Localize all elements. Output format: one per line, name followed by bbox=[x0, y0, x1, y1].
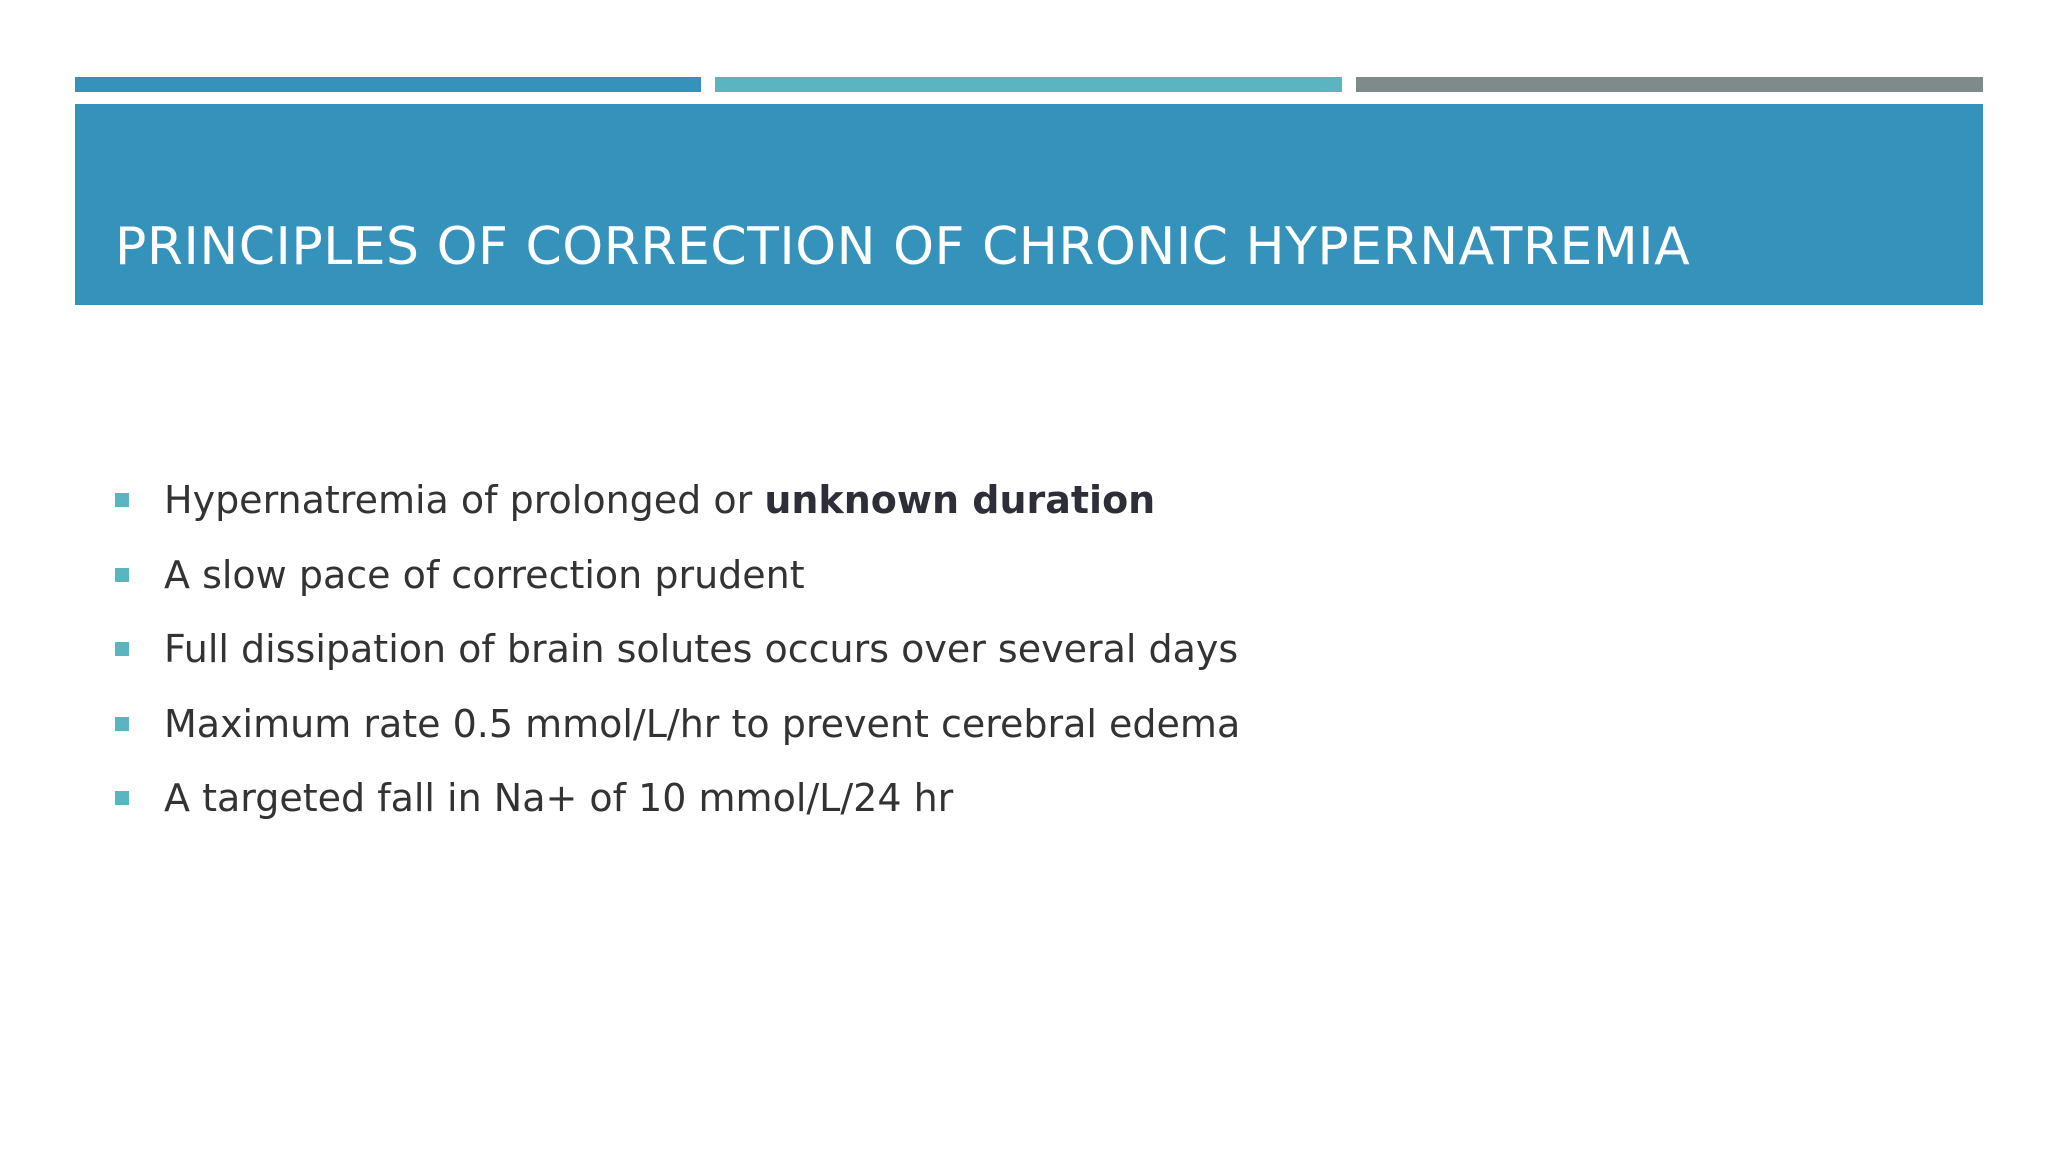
bullet-text: Hypernatremia of prolonged or unknown duration bbox=[164, 478, 1156, 523]
bullet-text: Full dissipation of brain solutes occurs over several days bbox=[164, 627, 1239, 672]
bullet-list bbox=[115, 463, 1240, 836]
slide-title: PRINCIPLES OF CORRECTION OF CHRONIC HYPERNATREMIA bbox=[115, 217, 1691, 277]
square-bullet-icon bbox=[115, 642, 129, 656]
square-bullet-icon bbox=[115, 717, 129, 731]
bullet-item bbox=[115, 612, 1240, 687]
bullet-text: A slow pace of correction prudent bbox=[164, 552, 805, 597]
square-bullet-icon bbox=[115, 791, 129, 805]
accent-bar-neutral bbox=[1356, 77, 1983, 92]
title-band bbox=[75, 104, 1983, 305]
bullet-item bbox=[115, 538, 1240, 613]
accent-bar-primary bbox=[75, 77, 701, 92]
bullet-emphasis: unknown duration bbox=[764, 478, 1156, 523]
square-bullet-icon bbox=[115, 568, 129, 582]
square-bullet-icon bbox=[115, 493, 129, 507]
bullet-text: A targeted fall in Na+ of 10 mmol/L/24 hr bbox=[164, 776, 954, 821]
bullet-item bbox=[115, 761, 1240, 836]
bullet-item bbox=[115, 463, 1240, 538]
bullet-text: Maximum rate 0.5 mmol/L/hr to prevent cerebral edema bbox=[164, 701, 1241, 746]
bullet-item bbox=[115, 687, 1240, 762]
accent-bar-secondary bbox=[715, 77, 1342, 92]
